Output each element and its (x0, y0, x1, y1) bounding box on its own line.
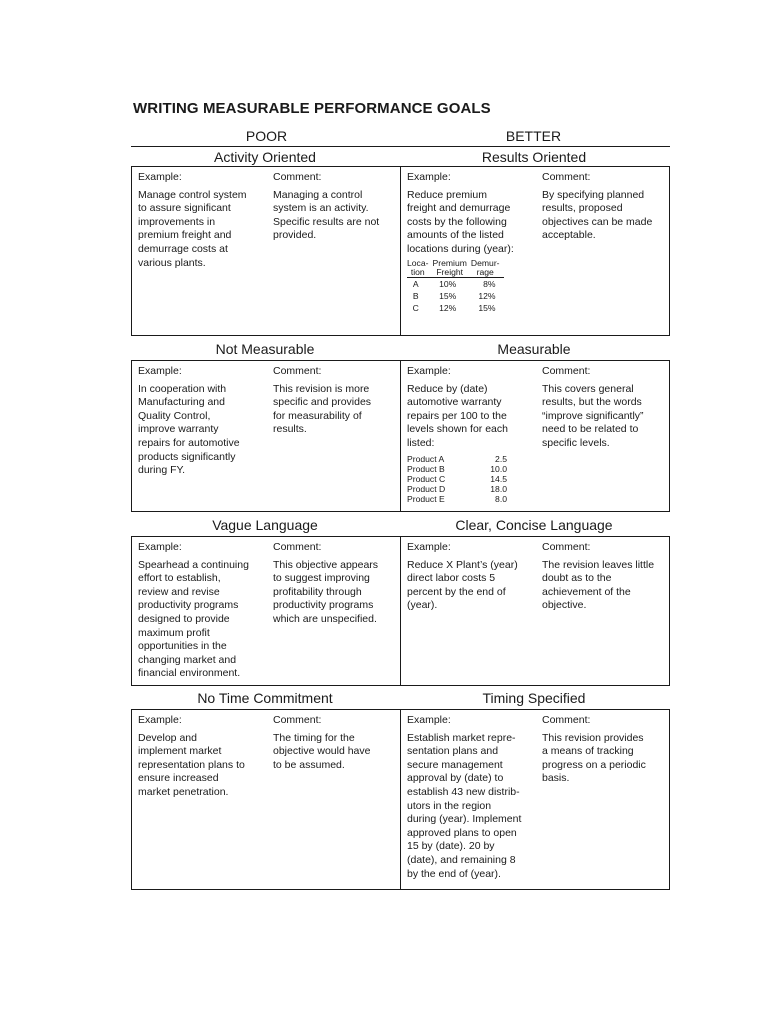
location-cost-table (407, 259, 504, 314)
comment-label: Comment: (273, 714, 322, 726)
example-cell (138, 171, 266, 270)
better-example-box (400, 709, 670, 890)
table-header: Loca- tion (407, 259, 433, 278)
example-cell (407, 365, 535, 505)
list-item (407, 454, 507, 464)
comment-label: Comment: (542, 714, 591, 726)
better-example-box (400, 536, 670, 686)
table-cell: B (412, 290, 419, 301)
comment-label: Comment: (273, 365, 322, 377)
poor-column-label: POOR (245, 128, 288, 144)
comment-cell (542, 365, 666, 451)
comment-text: The timing for the objective would have to be assumed. (273, 731, 371, 771)
example-text: Manage control system to assure significant improvements in premium freight and demurrage costs at various plants. (138, 188, 247, 269)
comment-label: Comment: (542, 541, 591, 553)
comment-cell (542, 171, 666, 243)
page-title: WRITING MEASURABLE PERFORMANCE GOALS (133, 100, 491, 117)
table-cell: 8% (483, 278, 496, 289)
table-row (407, 302, 504, 314)
table-header: Demur- rage (471, 259, 504, 278)
comment-cell (273, 365, 397, 437)
poor-example-box (131, 360, 401, 512)
table-header-row (407, 259, 504, 278)
comment-cell (542, 714, 666, 786)
header-rule (131, 146, 670, 147)
example-cell (138, 714, 266, 800)
table-header: Premium Freight (433, 259, 471, 278)
example-label: Example: (138, 541, 182, 553)
example-text: Reduce premium freight and demurrage costs by the following amounts of the listed locations during (year): (407, 188, 514, 255)
product-name: Product A (407, 453, 445, 464)
example-cell (138, 365, 266, 478)
comment-text: By specifying planned results, proposed objectives can be made acceptable. (542, 188, 653, 242)
example-text: In cooperation with Manufacturing and Quality Control, improve warranty repairs for automotive products significantly during FY. (138, 382, 240, 477)
example-text: Reduce X Plant’s (year) direct labor costs 5 percent by the end of (year). (407, 558, 518, 612)
product-level: 2.5 (495, 453, 507, 464)
section-heading-poor: Vague Language (212, 517, 318, 533)
example-cell (138, 541, 266, 681)
example-cell (407, 714, 535, 881)
section-heading-poor: Not Measurable (215, 341, 315, 357)
comment-label: Comment: (542, 365, 591, 377)
product-levels-list (407, 454, 535, 505)
example-text: Spearhead a continuing effort to establish, review and revise productivity programs designed to provide maximum profit opportunities in the changing market and financial environment. (138, 558, 249, 680)
product-name: Product D (407, 484, 446, 495)
product-level: 10.0 (490, 463, 507, 474)
better-column-label: BETTER (505, 128, 562, 144)
example-label: Example: (138, 171, 182, 183)
example-cell (407, 541, 535, 613)
table-cell: 12% (478, 290, 496, 301)
better-example-box (400, 360, 670, 512)
list-item (407, 474, 507, 484)
comment-text: The revision leaves little doubt as to the achievement of the objective. (542, 558, 655, 612)
product-level: 14.5 (490, 473, 507, 484)
poor-example-box (131, 536, 401, 686)
example-label: Example: (138, 714, 182, 726)
comment-text: This covers general results, but the words “improve significantly” need to be related to specific levels. (542, 382, 644, 449)
table-cell: 10% (439, 278, 457, 289)
table-cell: 12% (439, 302, 457, 313)
comment-label: Comment: (273, 541, 322, 553)
comment-cell (273, 541, 397, 627)
section-heading-better: Measurable (497, 341, 571, 357)
comment-cell (542, 541, 666, 613)
poor-example-box (131, 166, 401, 336)
example-label: Example: (138, 365, 182, 377)
table-cell: 15% (439, 290, 457, 301)
example-label: Example: (407, 541, 451, 553)
product-name: Product B (407, 463, 445, 474)
table-cell: 15% (478, 302, 496, 313)
example-text: Establish market repre- sentation plans and secure management approval by (date) to establish 43 new distrib- utors in the region during (year). Implement approved plans to open 15 by (date). 20 by (date), and remaining 8 by the end of (year). (407, 731, 522, 880)
table-cell: A (412, 278, 419, 289)
list-item (407, 494, 507, 504)
section-heading-better: Clear, Concise Language (455, 517, 613, 533)
comment-text: This revision is more specific and provides for measurability of results. (273, 382, 372, 436)
example-text: Reduce by (date) automotive warranty repairs per 100 to the levels shown for each listed: (407, 382, 508, 449)
product-level: 8.0 (495, 494, 507, 505)
list-item (407, 464, 507, 474)
comment-label: Comment: (273, 171, 322, 183)
section-heading-better: Results Oriented (481, 149, 587, 165)
comment-text: Managing a control system is an activity. Specific results are not provided. (273, 188, 380, 242)
section-heading-poor: Activity Oriented (214, 149, 316, 165)
poor-example-box (131, 709, 401, 890)
table-cell: C (412, 302, 419, 313)
example-cell (407, 171, 535, 314)
section-heading-better: Timing Specified (482, 690, 586, 706)
comment-label: Comment: (542, 171, 591, 183)
better-example-box (400, 166, 670, 336)
table-row (407, 277, 504, 290)
comment-text: This revision provides a means of tracking progress on a periodic basis. (542, 731, 646, 785)
example-label: Example: (407, 171, 451, 183)
list-item (407, 484, 507, 494)
product-name: Product C (407, 473, 446, 484)
example-label: Example: (407, 714, 451, 726)
section-heading-poor: No Time Commitment (197, 690, 333, 706)
comment-text: This objective appears to suggest improving profitability through productivity programs which are unspecified. (273, 558, 379, 625)
example-text: Develop and implement market representation plans to ensure increased market penetration. (138, 731, 245, 798)
comment-cell (273, 714, 397, 772)
product-name: Product E (407, 494, 445, 505)
example-label: Example: (407, 365, 451, 377)
product-level: 18.0 (490, 484, 507, 495)
table-row (407, 290, 504, 302)
comment-cell (273, 171, 397, 243)
